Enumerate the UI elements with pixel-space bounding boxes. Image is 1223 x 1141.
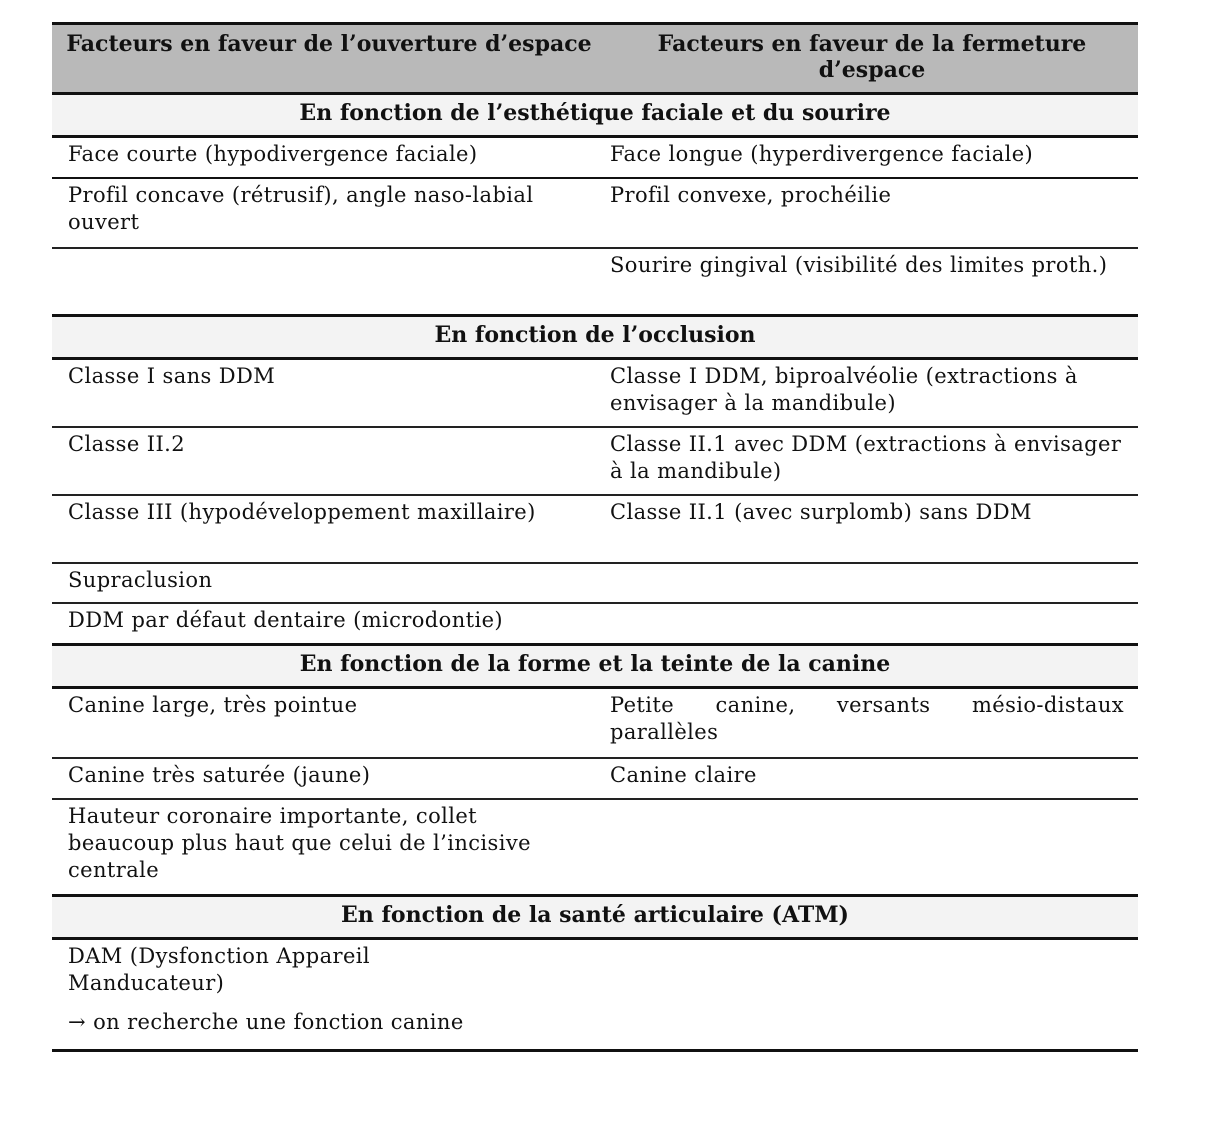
table-row <box>52 564 1138 604</box>
cell-closing: Sourire gingival (visibilité des limites proth.) <box>610 253 1108 277</box>
table-row <box>52 800 1138 897</box>
table-row <box>52 360 1138 428</box>
cell-closing <box>606 604 1138 643</box>
section-title-esthetics: En fonction de l’esthétique faciale et du sourire <box>52 95 1138 138</box>
cell-opening: Face courte (hypodivergence faciale) <box>68 142 478 166</box>
cell-closing: Classe I DDM, biproalvéolie (extractions à envisager à la mandibule) <box>610 364 1078 415</box>
comparison-table <box>52 22 1138 1052</box>
cell-closing: Classe II.1 (avec surplomb) sans DDM <box>610 500 1032 524</box>
cell-opening: Classe III (hypodéveloppement maxillaire) <box>68 500 536 524</box>
cell-closing: Profil convexe, prochéilie <box>610 183 892 207</box>
cell-note-arrow: → on recherche une fonction canine <box>68 1010 464 1034</box>
cell-opening: Canine large, très pointue <box>68 693 358 717</box>
table-row <box>52 249 1138 317</box>
cell-opening: Classe II.2 <box>68 432 185 456</box>
cell-closing <box>606 800 1138 894</box>
section-title-canine: En fonction de la forme et la teinte de la canine <box>52 646 1138 689</box>
cell-opening <box>52 940 606 1049</box>
cell-closing: Petite canine, versants mésio-distaux parallèles <box>610 693 1124 744</box>
table-row <box>52 759 1138 800</box>
table-header <box>52 25 1138 95</box>
table-row <box>52 689 1138 759</box>
table-row <box>52 428 1138 496</box>
cell-closing: Classe II.1 avec DDM (extractions à envisager à la mandibule) <box>610 432 1122 483</box>
cell-closing: Face longue (hyperdivergence faciale) <box>610 142 1034 166</box>
cell-text: DAM (Dysfonction Appareil Manducateur) <box>68 944 371 995</box>
cell-opening: Canine très saturée (jaune) <box>68 763 371 787</box>
cell-opening: Supraclusion <box>68 568 213 592</box>
header-closing-factors: Facteurs en faveur de la fermeture d’espace <box>657 31 1087 83</box>
table-row <box>52 496 1138 564</box>
cell-closing <box>606 940 1138 1049</box>
table-row <box>52 179 1138 249</box>
header-opening-factors: Facteurs en faveur de l’ouverture d’espace <box>66 31 592 57</box>
table-row <box>52 940 1138 1052</box>
cell-opening: Classe I sans DDM <box>68 364 276 388</box>
cell-opening <box>52 249 606 314</box>
cell-opening: Hauteur coronaire importante, collet beaucoup plus haut que celui de l’incisive centrale <box>68 804 531 882</box>
cell-opening: DDM par défaut dentaire (microdontie) <box>68 608 503 632</box>
section-title-occlusion: En fonction de l’occlusion <box>52 317 1138 360</box>
section-title-tmj: En fonction de la santé articulaire (ATM) <box>52 897 1138 940</box>
table-row <box>52 604 1138 646</box>
cell-opening: Profil concave (rétrusif), angle naso-labial ouvert <box>68 183 534 234</box>
cell-closing <box>606 564 1138 602</box>
table-row <box>52 138 1138 179</box>
cell-closing: Canine claire <box>610 763 757 787</box>
